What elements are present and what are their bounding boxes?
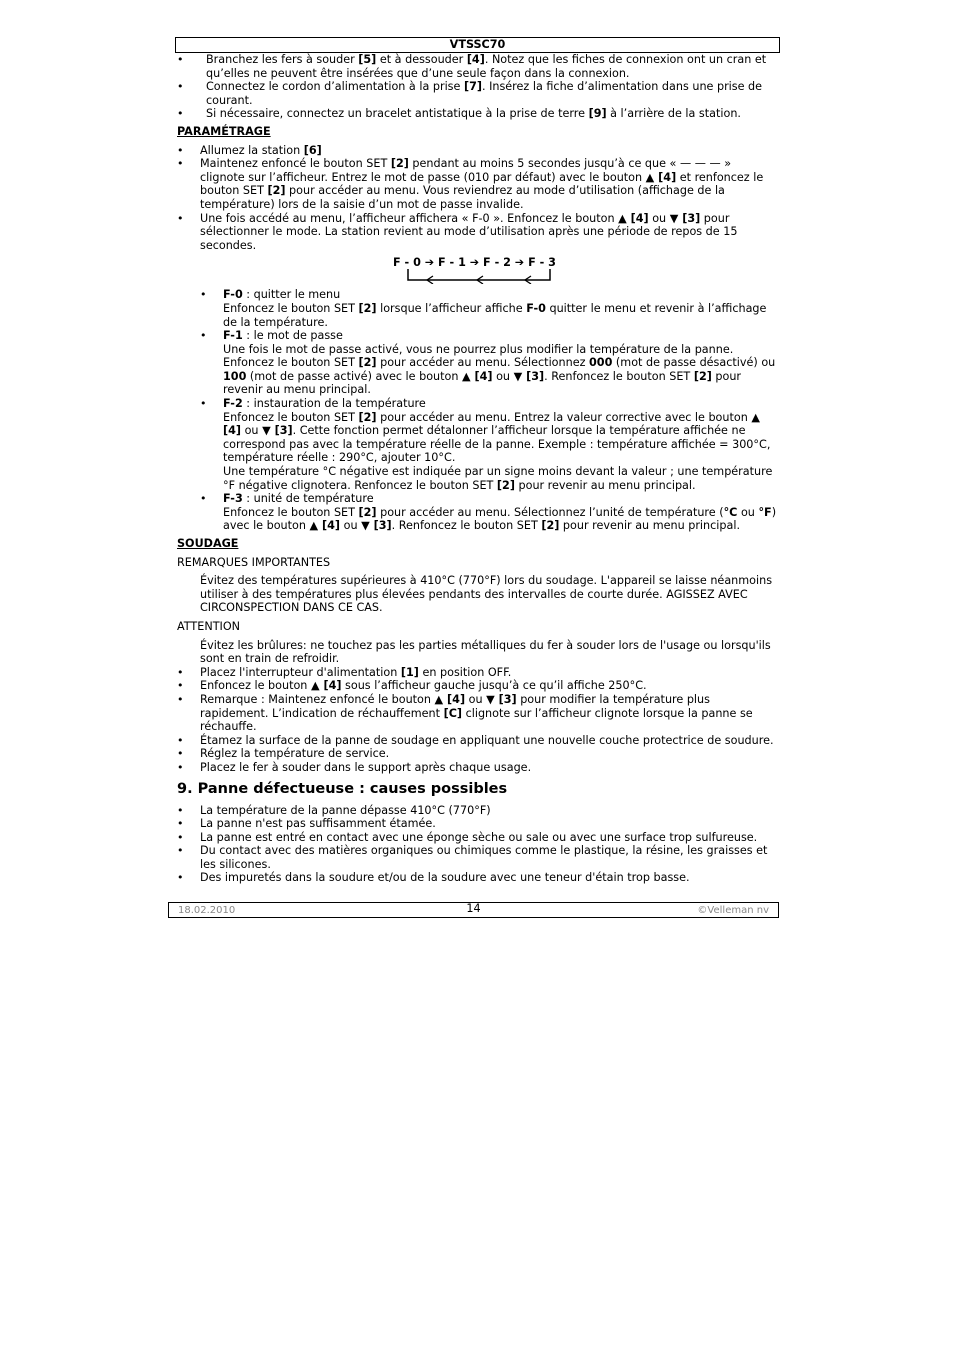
text-run: Placez le fer à souder dans le support après chaque usage.	[200, 760, 532, 774]
bold-text: 100	[223, 369, 247, 383]
list-item-text	[200, 844, 767, 871]
text-run: Du contact avec des matières organiques ou chimiques comme le plastique, la résine, les graisses et les silicones.	[200, 844, 768, 871]
text-run: . Insérez la fiche d’alimentation dans une prise de courant.	[206, 80, 763, 107]
text-run: pour revenir au menu principal.	[559, 519, 741, 533]
text-run: Une fois accédé au menu, l’afficheur affichera « F-0 ». Enfoncez le bouton	[200, 211, 619, 225]
attention-label: ATTENTION	[177, 619, 240, 633]
mode-body-extra	[223, 465, 778, 492]
bold-text: ▲ [4]	[645, 170, 677, 184]
bullet-icon: •	[177, 665, 184, 679]
mode-heading	[223, 329, 778, 343]
text-run: ou	[492, 369, 514, 383]
bullet-icon: •	[177, 679, 184, 693]
text-run: Allumez la station	[200, 143, 304, 157]
model-name: VTSSC70	[449, 38, 506, 51]
text-run: Enfoncez le bouton SET	[223, 301, 359, 315]
bullet-icon: •	[177, 80, 184, 94]
text-run: et renfoncez le bouton SET	[200, 170, 764, 198]
list-item-text	[200, 693, 753, 733]
list-item	[177, 212, 778, 253]
text-run: et à dessouder	[376, 53, 467, 66]
bold-text: [2]	[541, 519, 560, 533]
bullet-icon: •	[177, 817, 184, 831]
mode-heading	[223, 397, 778, 411]
bold-text: ▼ [3]	[513, 369, 545, 383]
list-item-text	[200, 761, 531, 774]
bullet-icon: •	[200, 288, 207, 302]
text-run: Enfoncez le bouton	[200, 679, 311, 693]
mode-title: : le mot de passe	[242, 329, 343, 343]
text-run: . Cette fonction permet détalonner l’afficheur lorsque la température affichée ne correspond pas avec la température réelle de la panne. Exemple : température affichée = 300°C, température réelle : 290°C, ajouter 10°C.	[223, 424, 771, 465]
mode-heading	[223, 492, 778, 506]
list-item	[177, 844, 778, 871]
text-run: La température de la panne dépasse 410°C (770°F)	[200, 803, 491, 817]
list-item-text	[206, 80, 762, 107]
text-run: ou	[340, 519, 362, 533]
mode-item	[177, 329, 778, 397]
list-item-text	[200, 817, 436, 830]
param-list	[177, 144, 778, 253]
bullet-icon: •	[177, 844, 184, 858]
bold-text: ▲ [4]	[310, 679, 342, 693]
bullet-icon: •	[177, 760, 184, 774]
bold-text: [9]	[588, 107, 607, 121]
bold-text: [2]	[358, 301, 377, 315]
causes-list	[177, 804, 778, 886]
list-item-text	[200, 831, 757, 844]
remarks-label: REMARQUES IMPORTANTES	[177, 555, 331, 569]
bold-text: 000	[589, 356, 613, 370]
mode-body	[223, 302, 778, 329]
mode-title: : unité de température	[242, 492, 374, 506]
page-number: 14	[466, 902, 481, 915]
text-run: quitter le menu et revenir à l’affichage de la température.	[223, 301, 767, 329]
list-item	[177, 734, 778, 748]
list-item-text	[200, 871, 690, 884]
bullet-icon: •	[177, 733, 184, 747]
text-run: ou	[648, 211, 670, 225]
bullet-icon: •	[177, 107, 184, 121]
bold-text: [2]	[390, 157, 409, 171]
bold-text: °C	[723, 505, 738, 519]
list-item-text	[200, 144, 322, 157]
mode-code: F-0	[223, 288, 243, 302]
text-run: ) avec le bouton	[223, 505, 777, 533]
text-run: Placez l'interrupteur d'alimentation	[200, 665, 401, 679]
text-run: (mot de passe activé) avec le bouton	[246, 369, 463, 383]
list-item	[177, 747, 778, 761]
list-item-text	[200, 679, 647, 692]
section-title-parametrage: PARAMÉTRAGE	[177, 124, 271, 138]
bold-text: [2]	[358, 356, 377, 370]
list-item	[177, 693, 778, 734]
mode-body	[223, 506, 778, 533]
bullet-icon: •	[177, 830, 184, 844]
text-run: pour revenir au menu principal.	[514, 478, 696, 492]
text-run: Enfoncez le bouton SET	[223, 410, 359, 424]
list-item-text	[206, 107, 741, 120]
intro-list	[177, 53, 778, 121]
text-run: La panne n'est pas suffisamment étamée.	[200, 817, 436, 831]
mode-list	[177, 288, 778, 533]
list-item	[177, 831, 778, 845]
bullet-icon: •	[177, 692, 184, 706]
mode-body	[223, 411, 778, 465]
bold-text: [2]	[496, 478, 515, 492]
mode-code: F-1	[223, 329, 243, 343]
remarks-text: Évitez des températures supérieures à 410°C (770°F) lors du soudage. L'appareil se laisse néanmoins utiliser à des températures plus élevées pendants des intervalles de courte durée. AGISSEZ AVEC CIRCONSPECTION DANS CE CAS.	[200, 574, 773, 615]
mode-code: F-2	[223, 397, 243, 411]
text-run: pour modifier la température plus rapidement. L’indication de réchauffement	[200, 692, 710, 720]
list-item-text	[200, 804, 491, 817]
list-item	[177, 761, 778, 775]
text-run: pour revenir au menu principal.	[223, 369, 742, 397]
text-run: . Renfoncez le bouton SET	[544, 369, 694, 383]
mode-title: : instauration de la température	[242, 397, 426, 411]
text-run: Branchez les fers à souder	[206, 53, 359, 66]
list-item	[177, 157, 778, 211]
mode-code: F-3	[223, 492, 243, 506]
bold-text: [5]	[358, 53, 377, 66]
section-title-soudage: SOUDAGE	[177, 537, 239, 550]
list-item-text	[200, 157, 763, 211]
list-item-text	[200, 747, 389, 760]
footer-date: 18.02.2010	[178, 905, 236, 916]
bold-text: ▲ [4]	[434, 692, 466, 706]
bold-text: ▲ [4]	[618, 211, 649, 225]
text-run: pour accéder au menu. Sélectionnez	[376, 356, 590, 370]
list-item-text	[200, 212, 737, 252]
bold-text: F-0	[526, 301, 546, 315]
text-run: à l’arrière de la station.	[606, 107, 741, 121]
text-run: pendant au moins 5 secondes jusqu’à ce que « — — — » clignote sur l’afficheur. Entrez le mot de passe (010 par défaut) avec le bouton	[200, 157, 732, 184]
bold-text: ▼ [3]	[486, 692, 517, 706]
text-run: . Renfoncez le bouton SET	[391, 519, 542, 533]
attention-text: Évitez les brûlures: ne touchez pas les parties métalliques du fer à souder lors de l'usage ou lorsqu'ils sont en train de refroidir.	[200, 638, 771, 666]
bold-text: [2]	[267, 184, 286, 198]
text-run: Réglez la température de service.	[200, 747, 390, 761]
text-run: Enfoncez le bouton SET	[223, 505, 359, 519]
bold-text: ▼ [3]	[669, 211, 701, 225]
mode-item	[177, 397, 778, 492]
list-item	[177, 679, 778, 693]
page-footer	[168, 902, 779, 918]
mode-item	[177, 288, 778, 329]
bullet-icon: •	[177, 143, 184, 157]
bold-text: [2]	[693, 369, 712, 383]
text-run: clignote sur l’afficheur clignote lorsque la panne se réchauffe.	[200, 706, 753, 734]
bullet-icon: •	[177, 747, 184, 761]
text-run: lorsque l’afficheur affiche	[376, 301, 527, 315]
text-run: (mot de passe désactivé) ou	[612, 356, 776, 370]
text-run: ou	[465, 692, 487, 706]
list-item	[177, 871, 778, 885]
mode-body	[223, 343, 778, 397]
list-item	[177, 107, 778, 121]
footer-copyright: ©Velleman nv	[697, 905, 769, 916]
page-content	[177, 53, 778, 885]
text-run: ou	[737, 505, 759, 519]
mode-heading	[223, 288, 778, 302]
bullet-icon: •	[200, 329, 207, 343]
flow-label: F - 0 ➔ F - 1 ➔ F - 2 ➔ F - 3	[393, 256, 556, 270]
text-run: Connectez le cordon d’alimentation à la prise	[206, 80, 464, 94]
bold-text: ▼ [3]	[262, 424, 293, 438]
mode-item	[177, 492, 778, 533]
list-item	[177, 144, 778, 158]
bullet-icon: •	[177, 53, 184, 66]
bold-text: [2]	[358, 410, 377, 424]
text-run: Une fois le mot de passe activé, vous ne pourrez plus modifier la température de la panne. Enfoncez le bouton SET	[223, 342, 734, 370]
bold-text: [6]	[303, 143, 322, 157]
bullet-icon: •	[177, 157, 184, 171]
text-run: pour sélectionner le mode. La station revient au mode d’utilisation après une période de repos de 15 secondes.	[200, 211, 738, 252]
list-item-text	[200, 734, 774, 747]
text-run: Des impuretés dans la soudure et/ou de la soudure avec une teneur d'étain trop basse.	[200, 871, 690, 885]
page-header	[175, 37, 780, 53]
bullet-icon: •	[177, 803, 184, 817]
section-9-title: 9. Panne défectueuse : causes possibles	[177, 780, 508, 797]
list-item-text	[200, 666, 511, 679]
text-run: Maintenez enfoncé le bouton SET	[200, 157, 391, 171]
text-run: Une température °C négative est indiquée par un signe moins devant la valeur ; une température °F négative clignotera. Renfoncez le bouton SET	[223, 465, 773, 492]
text-run: pour accéder au menu. Vous reviendrez au mode d’utilisation (affichage de la température) lors de la saisie d’un mot de passe invalide.	[200, 184, 725, 211]
bold-text: [7]	[463, 80, 482, 94]
bullet-icon: •	[177, 211, 184, 225]
text-run: ou	[241, 424, 263, 438]
bold-text: [4]	[466, 53, 485, 66]
text-run: Si nécessaire, connectez un bracelet antistatique à la prise de terre	[206, 107, 589, 121]
bullet-icon: •	[200, 492, 207, 506]
text-run: sous l’afficheur gauche jusqu’à ce qu’il affiche 250°C.	[341, 679, 647, 693]
text-run: Étamez la surface de la panne de soudage en appliquant une nouvelle couche protectrice de soudure.	[200, 733, 774, 747]
list-item	[177, 666, 778, 680]
bold-text: ▲ [4]	[309, 519, 341, 533]
bullet-icon: •	[200, 397, 207, 411]
text-run: . Notez que les fiches de connexion ont un cran et qu’elles ne peuvent être insérées que d’une seule façon dans la connexion.	[206, 53, 767, 80]
soldering-list	[177, 666, 778, 775]
bold-text: [1]	[400, 665, 419, 679]
list-item	[177, 804, 778, 818]
bold-text: ▲ [4]	[462, 369, 493, 383]
mode-title: : quitter le menu	[242, 288, 341, 302]
text-run: pour accéder au menu. Entrez la valeur corrective avec le bouton	[376, 410, 752, 424]
text-run: La panne est entré en contact avec une éponge sèche ou sale ou avec une surface trop sulfureuse.	[200, 830, 758, 844]
list-item	[177, 80, 778, 107]
mode-flow-diagram	[177, 256, 778, 286]
bold-text: ▼ [3]	[361, 519, 392, 533]
list-item	[177, 817, 778, 831]
text-run: pour accéder au menu. Sélectionnez l’unité de température (	[376, 505, 724, 519]
text-run: en position OFF.	[418, 665, 512, 679]
bullet-icon: •	[177, 871, 184, 885]
list-item-text	[206, 53, 766, 80]
return-arrow-diagram	[401, 268, 551, 284]
bold-text: °F	[758, 505, 772, 519]
bold-text: [2]	[358, 505, 377, 519]
bold-text: ▲ [4]	[223, 410, 760, 438]
text-run: Remarque : Maintenez enfoncé le bouton	[200, 692, 435, 706]
list-item	[177, 53, 778, 80]
bold-text: [C]	[443, 706, 463, 720]
